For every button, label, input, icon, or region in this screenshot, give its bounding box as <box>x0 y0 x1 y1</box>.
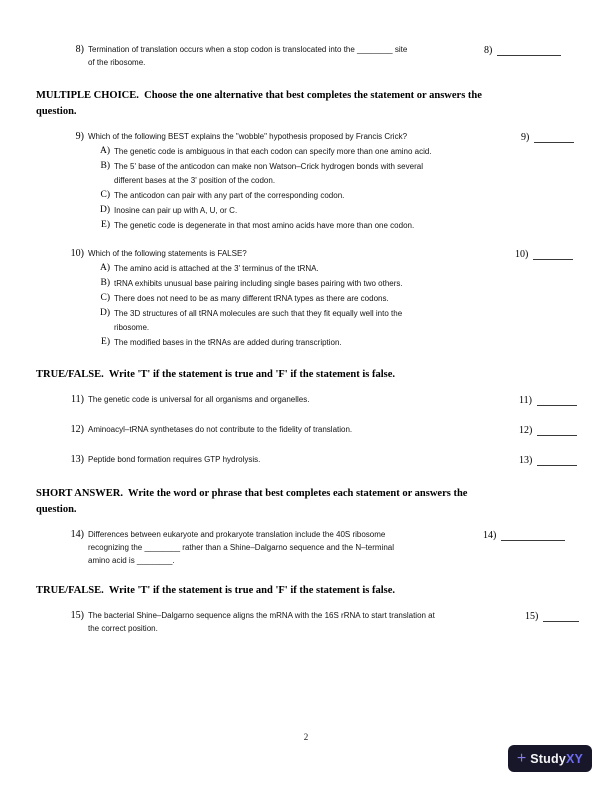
question-12-text: Aminoacyl–tRNA synthetases do not contribute to the fidelity of translation. <box>88 425 353 434</box>
question-10-option-c <box>88 291 488 306</box>
sa-header-line-1: SHORT ANSWER. Write the word or phrase that best completes each statement or answers the <box>36 488 468 499</box>
question-8-text-line-1: Termination of translation occurs when a stop codon is translocated into the ________ site <box>88 45 408 54</box>
answer-10-label: 10) <box>515 249 529 260</box>
question-12 <box>36 423 488 437</box>
sa-header-line-2: question. <box>36 504 77 515</box>
question-15 <box>36 609 488 635</box>
option-e-letter: E) <box>101 220 110 230</box>
answer-blank-8 <box>484 44 561 57</box>
answer-blank-12 <box>519 424 577 437</box>
answer-15-line <box>543 610 579 622</box>
option-b-text-line-1: The 5' base of the anticodon can make non Watson–Crick hydrogen bonds with several <box>114 162 423 171</box>
question-14-text-line-2: recognizing the ________ rather than a Shine–Dalgarno sequence and the N–terminal <box>88 543 394 552</box>
brand-name-accent: XY <box>566 751 584 766</box>
answer-blank-11 <box>519 394 577 407</box>
option-d-letter: D) <box>99 205 110 215</box>
section-header-multiple-choice <box>36 88 596 120</box>
answer-9-line <box>534 131 574 143</box>
question-10-option-a <box>88 261 488 276</box>
section-header-short-answer <box>36 486 596 518</box>
answer-blank-15 <box>525 610 579 623</box>
answer-blank-9 <box>521 131 574 144</box>
question-9-option-a <box>88 144 488 159</box>
question-10-option-d <box>88 306 488 335</box>
question-9-option-c <box>88 188 488 203</box>
question-13-text: Peptide bond formation requires GTP hydrolysis. <box>88 455 261 464</box>
answer-8-label: 8) <box>484 45 493 56</box>
page-number: 2 <box>303 732 309 742</box>
question-10-number: 10) <box>70 248 84 259</box>
question-9-stem: Which of the following BEST explains the "wobble" hypothesis proposed by Francis Crick? <box>88 132 408 141</box>
plus-icon: + <box>516 749 527 767</box>
option-b-letter: B) <box>100 161 110 171</box>
section-header-true-false-1 <box>36 367 596 383</box>
section-header-true-false-2 <box>36 583 596 599</box>
question-12-number: 12) <box>70 424 84 435</box>
question-14 <box>36 528 488 567</box>
option-d-text-line-1: The 3D structures of all tRNA molecules are such that they fit equally well into the <box>114 309 403 318</box>
answer-13-line <box>537 454 577 466</box>
answer-blank-13 <box>519 454 577 467</box>
option-b-text-line-2: different bases at the 3' position of the codon. <box>114 176 276 185</box>
question-8 <box>36 43 488 69</box>
answer-15-label: 15) <box>525 611 539 622</box>
question-9-option-e <box>88 218 488 233</box>
answer-14-line <box>501 529 565 541</box>
option-a-letter: A) <box>99 263 110 273</box>
option-e-letter: E) <box>101 337 110 347</box>
question-13-number: 13) <box>70 454 84 465</box>
question-14-text-line-1: Differences between eukaryote and prokaryote translation include the 40S ribosome <box>88 530 386 539</box>
option-e-text: The modified bases in the tRNAs are added during transcription. <box>114 338 342 347</box>
answer-14-label: 14) <box>483 530 497 541</box>
option-d-text: Inosine can pair up with A, U, or C. <box>114 206 238 215</box>
brand-name-primary: Study <box>530 751 566 766</box>
answer-13-label: 13) <box>519 455 533 466</box>
option-c-text: There does not need to be as many different tRNA types as there are codons. <box>114 294 389 303</box>
answer-12-line <box>537 424 577 436</box>
question-10-option-b <box>88 276 488 291</box>
question-8-text-line-2: of the ribosome. <box>88 58 146 67</box>
question-10-option-e <box>88 335 488 350</box>
question-14-text-line-3: amino acid is ________. <box>88 556 175 565</box>
question-11-text: The genetic code is universal for all organisms and organelles. <box>88 395 310 404</box>
question-8-number: 8) <box>75 44 84 55</box>
answer-8-line <box>497 44 561 56</box>
option-a-letter: A) <box>99 146 110 156</box>
option-b-letter: B) <box>100 278 110 288</box>
option-a-text: The amino acid is attached at the 3' terminus of the tRNA. <box>114 264 319 273</box>
option-d-letter: D) <box>99 308 110 318</box>
mc-header-line-2: question. <box>36 106 77 117</box>
question-11-number: 11) <box>71 394 84 405</box>
question-13 <box>36 453 488 467</box>
answer-11-label: 11) <box>519 395 532 406</box>
option-c-text: The anticodon can pair with any part of the corresponding codon. <box>114 191 345 200</box>
question-9-option-b <box>88 159 488 188</box>
answer-9-label: 9) <box>521 132 530 143</box>
question-11 <box>36 393 488 407</box>
option-a-text: The genetic code is ambiguous in that each codon can specify more than one amino acid. <box>114 147 432 156</box>
answer-10-line <box>533 248 573 260</box>
mc-header-line-1: MULTIPLE CHOICE. Choose the one alternative that best completes the statement or answers the <box>36 90 482 101</box>
question-9-number: 9) <box>75 131 84 142</box>
tf1-header-text: TRUE/FALSE. Write 'T' if the statement is true and 'F' if the statement is false. <box>36 369 396 380</box>
question-10 <box>36 247 488 350</box>
question-14-number: 14) <box>70 529 84 540</box>
option-c-letter: C) <box>100 293 110 303</box>
option-e-text: The genetic code is degenerate in that most amino acids have more than one codon. <box>114 221 415 230</box>
option-c-letter: C) <box>100 190 110 200</box>
answer-12-label: 12) <box>519 425 533 436</box>
question-15-text-line-1: The bacterial Shine–Dalgarno sequence aligns the mRNA with the 16S rRNA to start translation at <box>88 611 435 620</box>
answer-blank-10 <box>515 248 573 261</box>
question-15-text-line-2: the correct position. <box>88 624 158 633</box>
answer-11-line <box>537 394 577 406</box>
tf2-header-text: TRUE/FALSE. Write 'T' if the statement is true and 'F' if the statement is false. <box>36 585 396 596</box>
studyxy-logo <box>508 745 592 772</box>
question-9 <box>36 130 488 233</box>
question-10-stem: Which of the following statements is FALSE? <box>88 249 247 258</box>
option-d-text-line-2: ribosome. <box>114 323 150 332</box>
question-15-number: 15) <box>70 610 84 621</box>
question-9-option-d <box>88 203 488 218</box>
option-b-text: tRNA exhibits unusual base pairing including single bases pairing with two others. <box>114 279 403 288</box>
answer-blank-14 <box>483 529 565 542</box>
